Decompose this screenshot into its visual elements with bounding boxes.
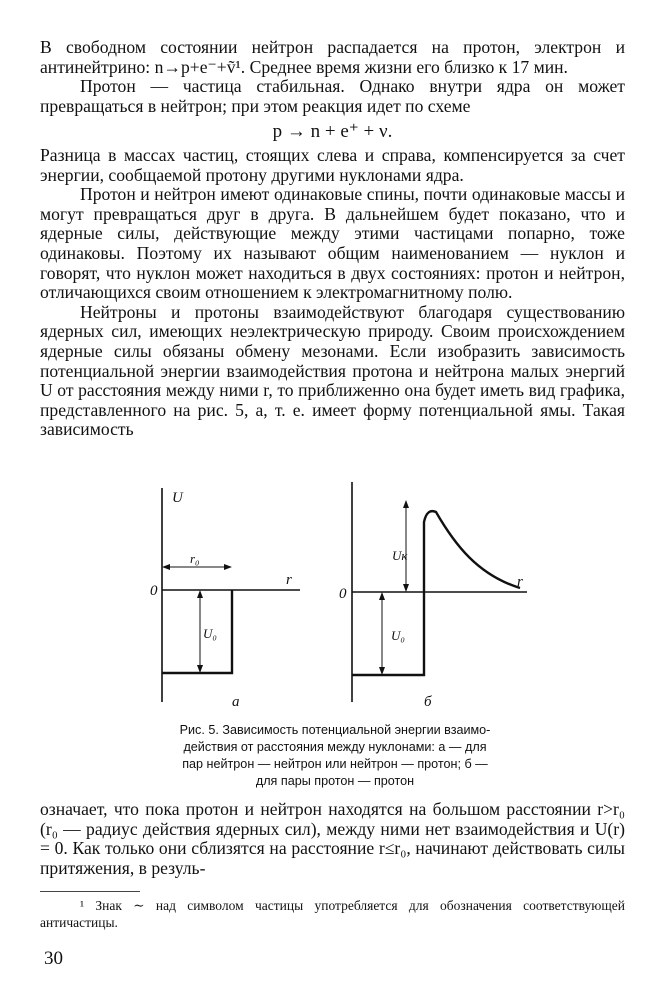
caption-line-1: Рис. 5. Зависимость потенциальной энергии взаимо- [179,723,491,737]
caption-line-4: для пары протон — протон [255,774,415,788]
paragraph-2: Протон — частица стабильная. Однако внутри ядра он может превращаться в нейтрон; при этом реакция идет по схеме [40,76,625,116]
panel-a-well-curve [162,590,232,673]
panel-b-graph [339,482,527,710]
figure-caption [130,722,540,790]
paragraph-1: В свободном состоянии нейтрон распадается на протон, электрон и антинейтрино: n→p+e⁻+ṽ¹. Среднее время жизни его близко к 17 мин. [40,37,625,77]
panel-b-u0-label: U₀ [391,628,405,643]
page-number: 30 [44,948,63,969]
panel-b-zero-label: 0 [339,586,347,602]
panel-b-letter: б [424,694,432,710]
paragraph-4: Протон и нейтрон имеют одинаковые спины, почти одинаковые массы и могут превращаться друг в друга. В дальнейшем будет показано, что и ядерные силы, действующие между этими частицами попарно, тоже одинаковы. Поэтому их называют общим наименованием — нуклон и говорят, что нуклон может находиться в двух состояниях: протон и нейтрон, отличающихся своим отношением к электромагнитному полю. [40,184,625,303]
body-text-bottom [40,800,625,878]
panel-a-u-label: U [172,490,183,506]
panel-a-r-label: r [286,572,292,588]
caption-line-3: пар нейтрон — нейтрон или нейтрон — протон; б — [182,757,488,771]
paragraph-5: Нейтроны и протоны взаимодействуют благодаря существованию ядерных сил, имеющих неэлектрическую природу. Своим происхождением ядерные силы обязаны обмену мезонами. Если изобразить зависимость потенциальной энергии взаимодействия протона и нейтрона малых энергий U от расстояния между ними r, то приближенно она будет иметь вид графика, представленного на рис. 5, а, т. е. имеет форму потенциальной ямы. Такая зависимость [40,301,625,440]
paragraph-3: Разница в массах частиц, стоящих слева и справа, компенсируется за счет энергии, сообщаемой протону другими нуклонами ядра. [40,144,625,185]
footnote-divider [40,891,140,892]
panel-a-u0-label: U₀ [203,626,217,641]
panel-b-uk-label: Uк [392,548,408,563]
panel-a-zero-label: 0 [150,583,158,599]
caption-line-2: действия от расстояния между нуклонами: а — для [183,740,487,754]
panel-a-letter: а [232,694,240,710]
panel-b-r-label: r [517,574,523,590]
body-text-top [40,38,625,440]
reaction-formula: p → n + e⁺ + ν. [272,121,393,143]
panel-b-barrier-curve [352,511,520,675]
panel-a-graph [150,488,300,710]
panel-a-r0-label: r₀ [190,551,200,566]
potential-figure [0,470,664,715]
footnote: ¹ Знак ∼ над символом частицы употребляется для обозначения соответствующей античастицы. [40,898,625,930]
paragraph-6: означает, что пока протон и нейтрон находятся на большом расстоянии r>r₀ (r₀ — радиус действия ядерных сил), между ними нет взаимодействия и U(r) = 0. Как только они сблизятся на расстояние r≤r₀, начинают действовать силы притяжения, в резуль- [40,799,625,878]
